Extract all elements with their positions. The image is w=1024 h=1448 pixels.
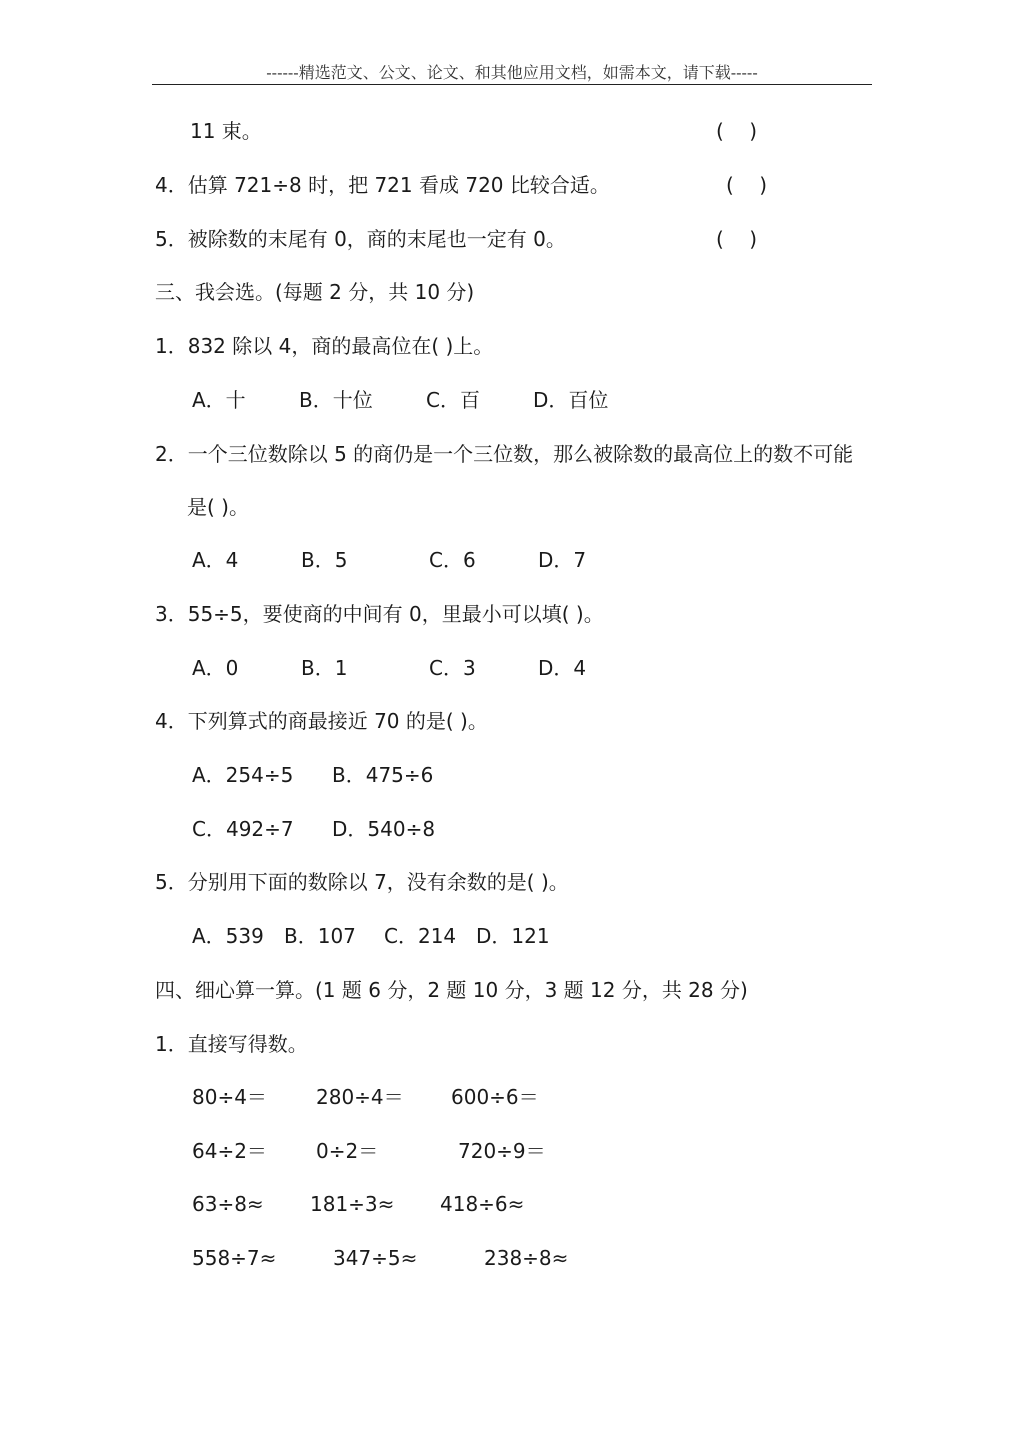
calc-item: 64÷2＝ — [192, 1139, 267, 1163]
option-d: D．百位 — [533, 388, 609, 412]
option-a: A．539 — [192, 924, 264, 948]
answer-blank-3: ( ) — [716, 119, 758, 143]
option-c: C．214 — [384, 924, 457, 948]
calc-item: 347÷5≈ — [333, 1246, 418, 1270]
calc-item: 63÷8≈ — [192, 1192, 264, 1216]
calc-item: 720÷9＝ — [458, 1139, 546, 1163]
choice-question-5: 5．分别用下面的数除以 7，没有余数的是( )。 — [155, 870, 569, 894]
choice-question-2-cont: 是( )。 — [187, 495, 249, 519]
page-header: ------精选范文、公文、论文、和其他应用文档，如需本文，请下载----- — [266, 63, 758, 82]
option-c: C．6 — [429, 548, 476, 572]
calc-item: 238÷8≈ — [484, 1246, 569, 1270]
option-b: B．475÷6 — [332, 763, 434, 787]
option-d: D．4 — [538, 656, 587, 680]
answer-blank-5: ( ) — [716, 227, 758, 251]
option-b: B．5 — [301, 548, 348, 572]
section-3-title: 三、我会选。(每题 2 分，共 10 分) — [155, 280, 475, 304]
option-a: A．十 — [192, 388, 246, 412]
calc-item: 0÷2＝ — [316, 1139, 379, 1163]
calc-item: 600÷6＝ — [451, 1085, 539, 1109]
header-rule — [152, 84, 872, 85]
choice-question-4: 4．下列算式的商最接近 70 的是( )。 — [155, 709, 488, 733]
option-c: C．3 — [429, 656, 476, 680]
calc-item: 280÷4＝ — [316, 1085, 404, 1109]
question-4: 4．估算 721÷8 时，把 721 看成 720 比较合适。 — [155, 173, 610, 197]
option-c: C．百 — [426, 388, 480, 412]
option-c: C．492÷7 — [192, 817, 294, 841]
question-5: 5．被除数的末尾有 0，商的末尾也一定有 0。 — [155, 227, 566, 251]
calc-item: 418÷6≈ — [440, 1192, 525, 1216]
question-3-continuation: 11 束。 — [190, 119, 262, 143]
option-d: D．121 — [476, 924, 550, 948]
option-b: B．1 — [301, 656, 348, 680]
option-b: B．十位 — [299, 388, 373, 412]
option-a: A．254÷5 — [192, 763, 294, 787]
option-a: A．4 — [192, 548, 239, 572]
choice-question-1: 1．832 除以 4，商的最高位在( )上。 — [155, 334, 494, 358]
calc-item: 558÷7≈ — [192, 1246, 277, 1270]
choice-question-3: 3．55÷5，要使商的中间有 0，里最小可以填( )。 — [155, 602, 604, 626]
calc-question-1: 1．直接写得数。 — [155, 1032, 308, 1056]
choice-question-2: 2．一个三位数除以 5 的商仍是一个三位数，那么被除数的最高位上的数不可能 — [155, 442, 854, 466]
option-b: B．107 — [284, 924, 356, 948]
option-d: D．7 — [538, 548, 587, 572]
answer-blank-4: ( ) — [726, 173, 768, 197]
option-d: D．540÷8 — [332, 817, 436, 841]
option-a: A．0 — [192, 656, 239, 680]
section-4-title: 四、细心算一算。(1 题 6 分，2 题 10 分，3 题 12 分，共 28 分) — [155, 978, 748, 1002]
calc-item: 181÷3≈ — [310, 1192, 395, 1216]
calc-item: 80÷4＝ — [192, 1085, 267, 1109]
